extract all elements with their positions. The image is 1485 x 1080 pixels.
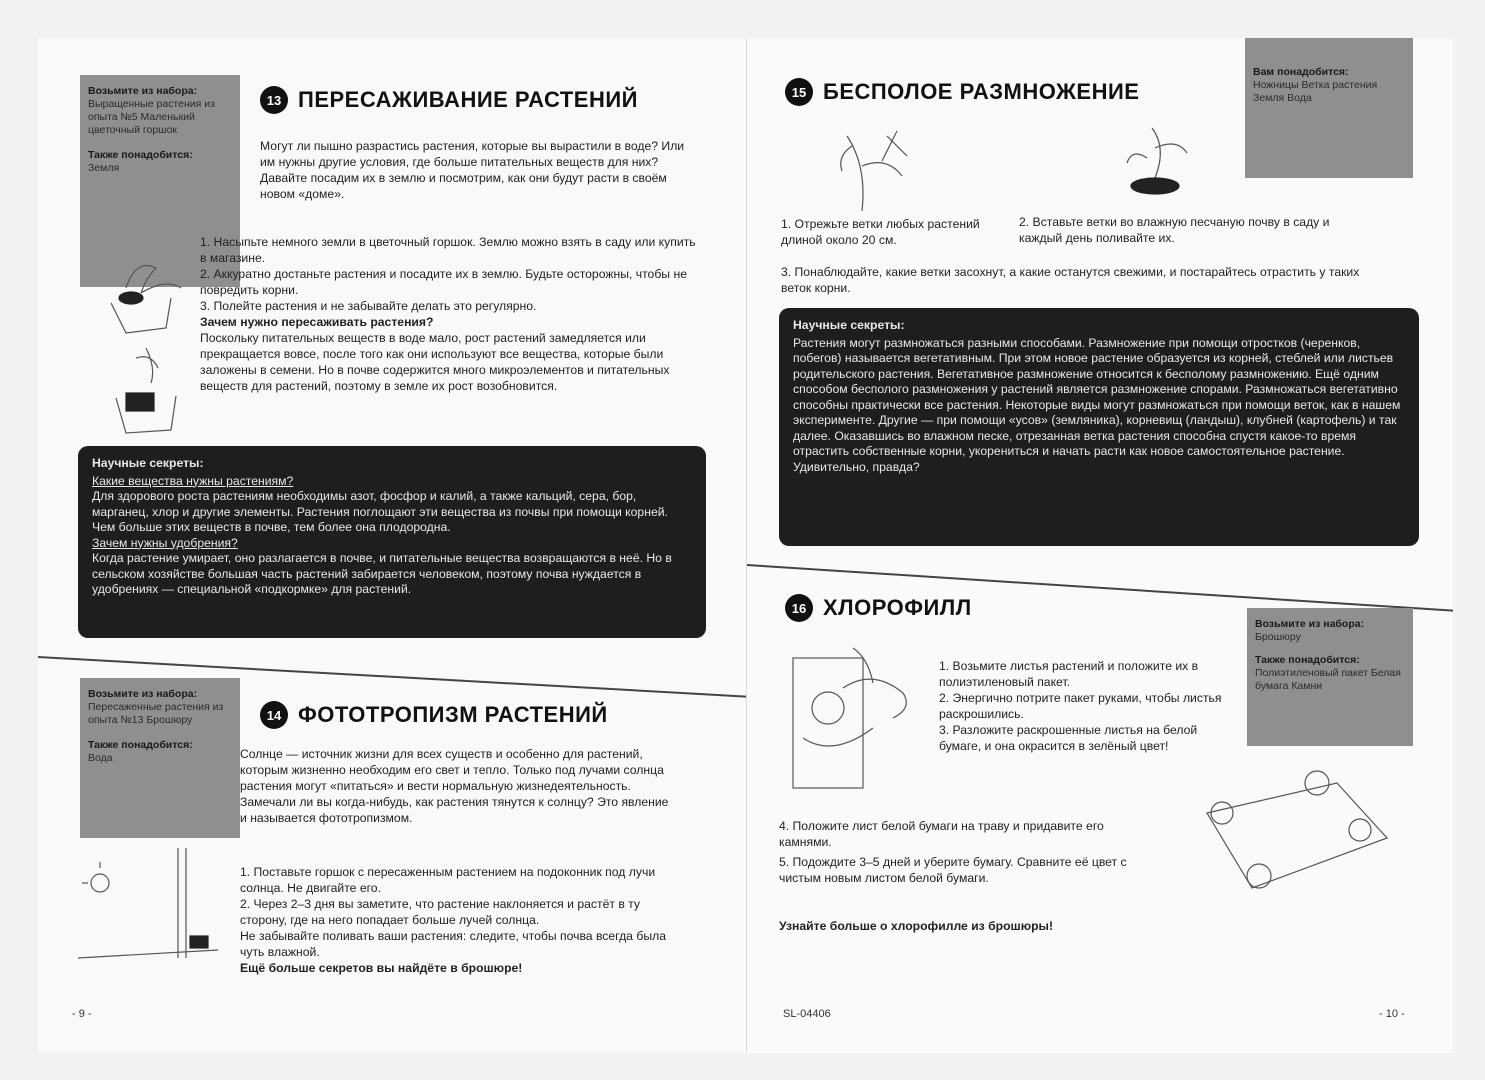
tab-also-items: Вода — [88, 752, 113, 764]
experiment-14-header — [260, 701, 608, 729]
experiment-13-header — [260, 86, 638, 114]
experiment-14-intro: Солнце — источник жизни для всех существ и особенно для растений, которым жизненно необходим его свет и тепло. Только под лучами солнца растения могут «питаться» и вести нормальную жизнедеятельность. Замечали ли вы когда-нибудь, как растения тянутся к солнцу? Это явление и называется фототропизмом. — [240, 747, 669, 825]
hand-planting-illustration — [96, 338, 196, 438]
tab-also-heading: Вам понадобится: — [1253, 66, 1349, 78]
window-sun-illustration — [78, 838, 218, 978]
secrets-heading: Научные секреты: — [793, 318, 905, 332]
experiment-13-intro: Могут ли пышно разрастись растения, которые вы вырастили в воде? Или им нужны другие условия, где больше питательных веществ для них? Давайте посадим их в землю и посмотрим, как они будут расти в своём новом «доме». — [260, 139, 685, 201]
learn-more-chlorophyll: Узнайте больше о хлорофилле из брошюры! — [779, 919, 1054, 933]
more-in-brochure: Ещё больше секретов вы найдёте в брошюре! — [240, 961, 523, 975]
note: Не забывайте поливать ваши растения: следите, чтобы почва всегда была чуть влажной. — [240, 929, 666, 959]
experiment-number-badge: 16 — [785, 594, 813, 622]
tab-also-heading: Также понадобится: — [88, 149, 193, 161]
paper-with-stones-illustration — [1197, 758, 1397, 898]
hands-crushing-leaves-illustration — [783, 638, 933, 798]
secrets-answer-2: Когда растение умирает, оно разлагается в почве, и питательные вещества возвращаются в неё. Но в сельском хозяйстве большая часть растений забирается человеком, поэтому почва нуждается в удобрениях — специальной «подкормке» для растений. — [92, 551, 672, 596]
experiment-number-badge: 14 — [260, 701, 288, 729]
experiment-title: БЕСПОЛОЕ РАЗМНОЖЕНИЕ — [823, 79, 1140, 104]
step-3: 3. Полейте растения и не забывайте делать это регулярно. — [200, 299, 537, 313]
tab-take-items: Брошюру — [1255, 631, 1301, 643]
experiment-16-steps-1-3 — [939, 658, 1239, 754]
step-5: 5. Подождите 3–5 дней и уберите бумагу. Сравните её цвет с чистым новым листом белой бумаги. — [779, 855, 1127, 885]
tab-also-heading: Также понадобится: — [1255, 654, 1360, 666]
secrets-heading: Научные секреты: — [92, 456, 204, 470]
branch-cutting-illustration — [827, 116, 927, 216]
right-page — [747, 38, 1453, 1053]
step-2: 2. Энергично потрите пакет руками, чтобы листья раскрошились. — [939, 691, 1222, 721]
secrets-text: Растения могут размножаться разными способами. Размножение при помощи отростков (черенков, побегов) называется вегетативным. При этом новое растение образуется из корней, стеблей или листьев родительского растения. Вегетативное размножение относится к бесполому размножению. Ещё одним способом бесполого размножения у растений является размножение спорами. Размножаться вегетативно способны практически все растения. Некоторые виды могут размножаться при помощи веток, как в нашем эксперименте. Другие — при помощи «усов» (земляника), корневищ (ландыш), клубней (картофель) и так далее. Оказавшись во влажном песке, отрезанная ветка растения способна спустя какое-то время отрастить собственные корни, укорениться и начать расти как новое самостоятельное растение. Удивительно, правда? — [793, 335, 1401, 474]
step-4: 4. Положите лист белой бумаги на траву и придавите его камнями. — [779, 819, 1104, 849]
tab-also-items: Земля — [88, 162, 120, 174]
science-secrets-box-15 — [779, 308, 1419, 546]
tab-take-heading: Возьмите из набора: — [88, 688, 198, 700]
step-1: 1. Поставьте горшок с пересаженным растением на подоконник под лучи солнца. Не двигайте его. — [240, 865, 656, 895]
left-page — [38, 38, 746, 1053]
branch-in-soil-illustration — [1107, 118, 1207, 208]
page-number: - 10 - — [1379, 1008, 1405, 1020]
plant-in-pot-illustration — [96, 248, 196, 338]
experiment-title: ПЕРЕСАЖИВАНИЕ РАСТЕНИЙ — [298, 87, 638, 112]
experiment-15-step-2: 2. Вставьте ветки во влажную песчаную почву в саду и каждый день поливайте их. — [1019, 215, 1330, 245]
experiment-15-step-1: 1. Отрежьте ветки любых растений длиной около 20 см. — [781, 217, 980, 247]
tab-take-items: Пересаженные растения из опыта №13 Брошюру — [88, 701, 224, 726]
secrets-question-2: Зачем нужны удобрения? — [92, 535, 238, 550]
experiment-title: ФОТОТРОПИЗМ РАСТЕНИЙ — [298, 702, 608, 727]
step-1: 1. Насыпьте немного земли в цветочный горшок. Землю можно взять в саду или купить в магазине. — [200, 235, 696, 265]
experiment-16-steps-4-5 — [779, 818, 1139, 886]
tab-take-heading: Возьмите из набора: — [1255, 618, 1365, 630]
experiment-15-step-3: 3. Понаблюдайте, какие ветки засохнут, а какие останутся свежими, и постарайтесь отрастить у таких веток корни. — [781, 265, 1360, 295]
materials-tab-16 — [1247, 608, 1413, 746]
why-heading: Зачем нужно пересаживать растения? — [200, 315, 434, 329]
secrets-question-1: Какие вещества нужны растениям? — [92, 473, 294, 488]
experiment-15-header — [785, 78, 1139, 106]
step-3: 3. Разложите раскрошенные листья на белой бумаге, и она окрасится в зелёный цвет! — [939, 723, 1198, 753]
tab-also-items: Полиэтиленовый пакет Белая бумага Камни — [1255, 667, 1401, 692]
page-number: - 9 - — [72, 1008, 92, 1020]
tab-also-items: Ножницы Ветка растения Земля Вода — [1253, 79, 1378, 104]
step-2: 2. Через 2–3 дня вы заметите, что растение наклоняется и растёт в ту сторону, где на него попадает больше лучей солнца. — [240, 897, 640, 927]
tab-also-heading: Также понадобится: — [88, 739, 193, 751]
step-1: 1. Возьмите листья растений и положите их в полиэтиленовый пакет. — [939, 659, 1199, 689]
experiment-number-badge: 13 — [260, 86, 288, 114]
experiment-title: ХЛОРОФИЛЛ — [823, 595, 972, 620]
experiment-number-badge: 15 — [785, 78, 813, 106]
tab-take-items: Выращенные растения из опыта №5 Маленький цветочный горшок — [88, 98, 215, 136]
experiment-13-steps — [200, 234, 700, 394]
why-text: Поскольку питательных веществ в воде мало, рост растений замедляется или прекращается вовсе, после того как они используют все вещества, которые были заложены в семени. Но в почве содержится много микроэлементов и питательных веществ для растений, поэтому в земле их рост возобновится. — [200, 331, 670, 393]
product-code: SL-04406 — [783, 1008, 831, 1020]
step-2: 2. Аккуратно достаньте растения и посадите их в землю. Будьте осторожны, чтобы не повредить корни. — [200, 267, 687, 297]
materials-tab-15 — [1245, 38, 1413, 178]
experiment-14-steps — [240, 864, 680, 976]
tab-take-heading: Возьмите из набора: — [88, 85, 198, 97]
secrets-answer-1: Для здорового роста растениям необходимы азот, фосфор и калий, а также кальций, сера, бор, марганец, хлор и другие элементы. Растения поглощают эти вещества из почвы при помощи корней. Чем больше этих веществ в почве, тем более она плодородна. — [92, 489, 668, 534]
experiment-16-header — [785, 594, 972, 622]
materials-tab-14 — [80, 678, 240, 838]
science-secrets-box-13 — [78, 446, 706, 638]
